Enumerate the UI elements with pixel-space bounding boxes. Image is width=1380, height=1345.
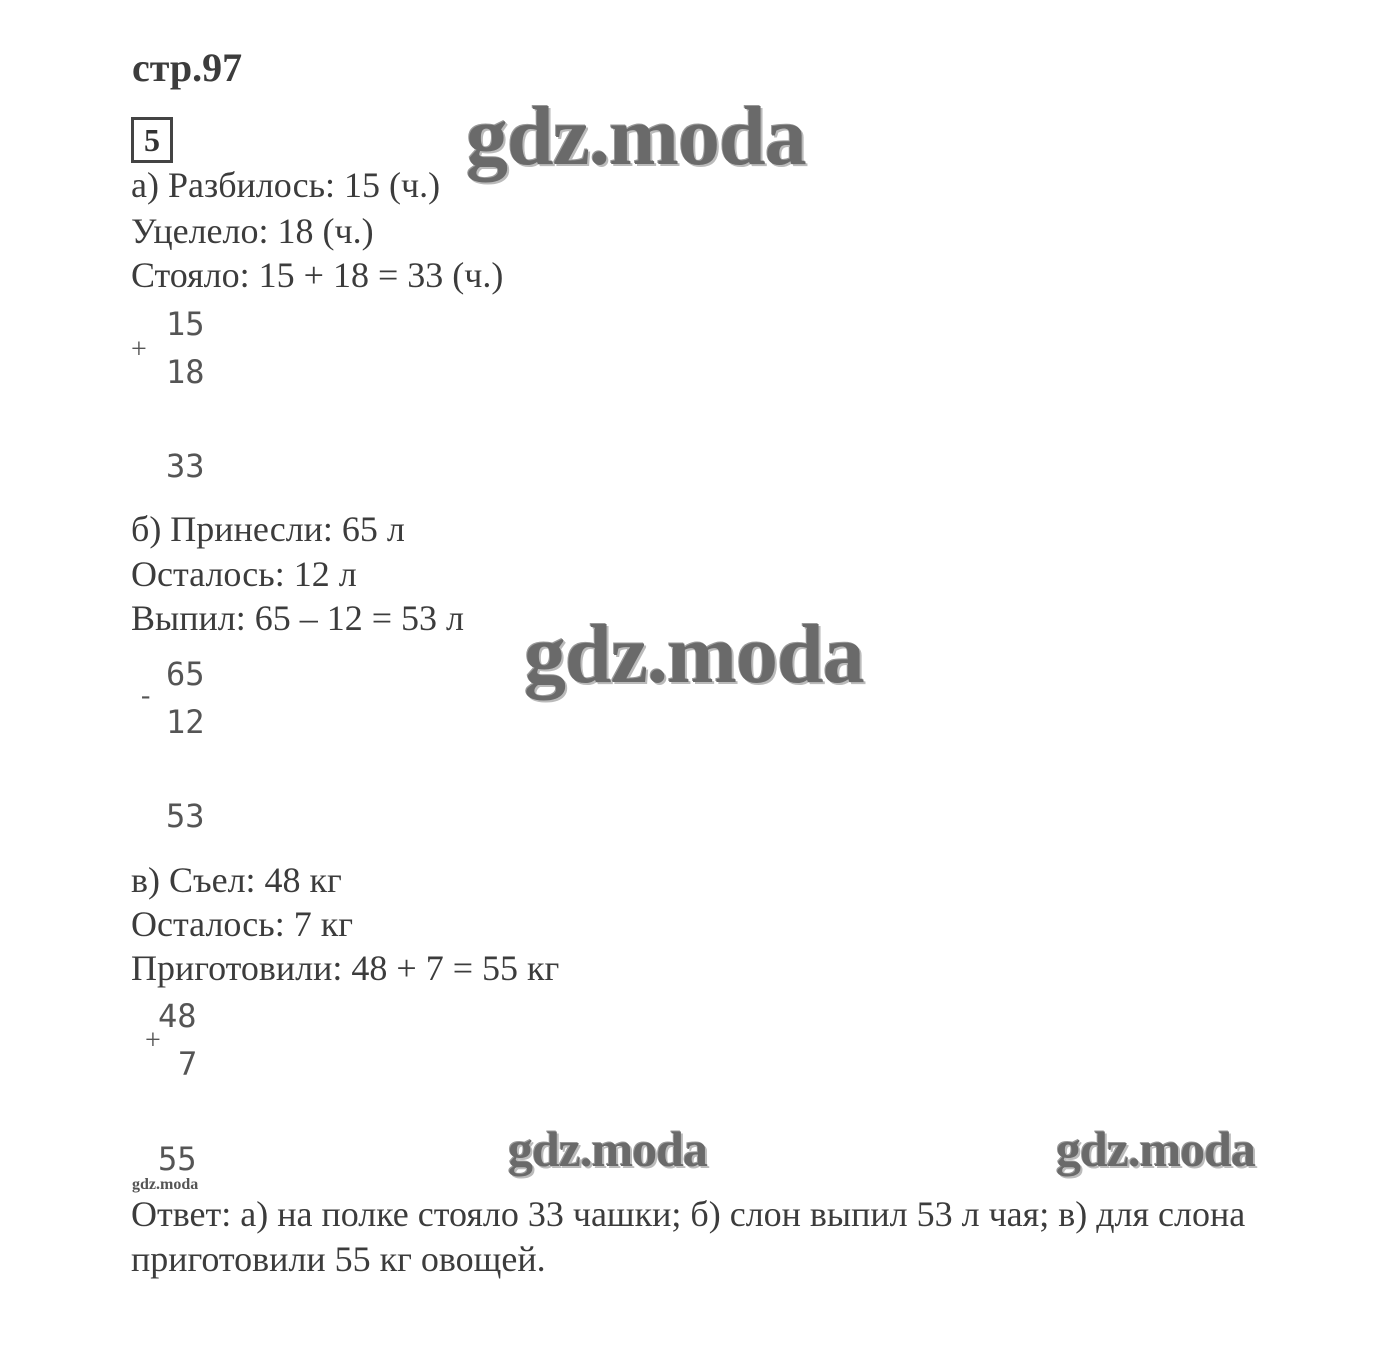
part-b-left: Осталось: 12 л xyxy=(131,554,357,594)
watermark-small: gdz.moda xyxy=(132,1176,199,1193)
part-b-brought: б) Принесли: 65 л xyxy=(131,509,405,549)
watermark-logo: gdz.moda xyxy=(508,1121,707,1177)
part-a-total: Стояло: 15 + 18 = 33 (ч.) xyxy=(131,255,504,295)
calc-a-result: 33 xyxy=(166,447,205,485)
part-b-drank: Выпил: 65 – 12 = 53 л xyxy=(131,598,464,638)
calc-b-top: 65 xyxy=(166,655,205,693)
calc-c-bottom: 7 xyxy=(178,1045,198,1083)
calc-c-sign: + xyxy=(145,1025,161,1056)
task-number-box: 5 xyxy=(131,117,173,163)
calc-b-bottom: 12 xyxy=(166,703,205,741)
calc-a-sign: + xyxy=(131,334,147,365)
answer-line-2: приготовили 55 кг овощей. xyxy=(131,1239,546,1279)
part-c-prepared: Приготовили: 48 + 7 = 55 кг xyxy=(131,948,560,988)
page-reference: стр.97 xyxy=(132,45,243,90)
part-c-ate: в) Съел: 48 кг xyxy=(131,860,342,900)
part-c-left: Осталось: 7 кг xyxy=(131,904,353,944)
calc-a-top: 15 xyxy=(166,305,205,343)
part-a-broken: а) Разбилось: 15 (ч.) xyxy=(131,165,441,205)
answer-line-1: Ответ: а) на полке стояло 33 чашки; б) слон выпил 53 л чая; в) для слона xyxy=(131,1194,1246,1234)
calc-b-result: 53 xyxy=(166,797,205,835)
watermark-logo: gdz.moda xyxy=(466,90,806,183)
watermark-logo: gdz.moda xyxy=(1056,1121,1255,1177)
calc-b-sign: - xyxy=(141,680,151,711)
calc-c-result: 55 xyxy=(158,1140,197,1178)
watermark-logo: gdz.moda xyxy=(524,608,864,701)
part-a-intact: Уцелело: 18 (ч.) xyxy=(131,211,374,251)
calc-c-top: 48 xyxy=(158,997,197,1035)
calc-a-bottom: 18 xyxy=(166,353,205,391)
